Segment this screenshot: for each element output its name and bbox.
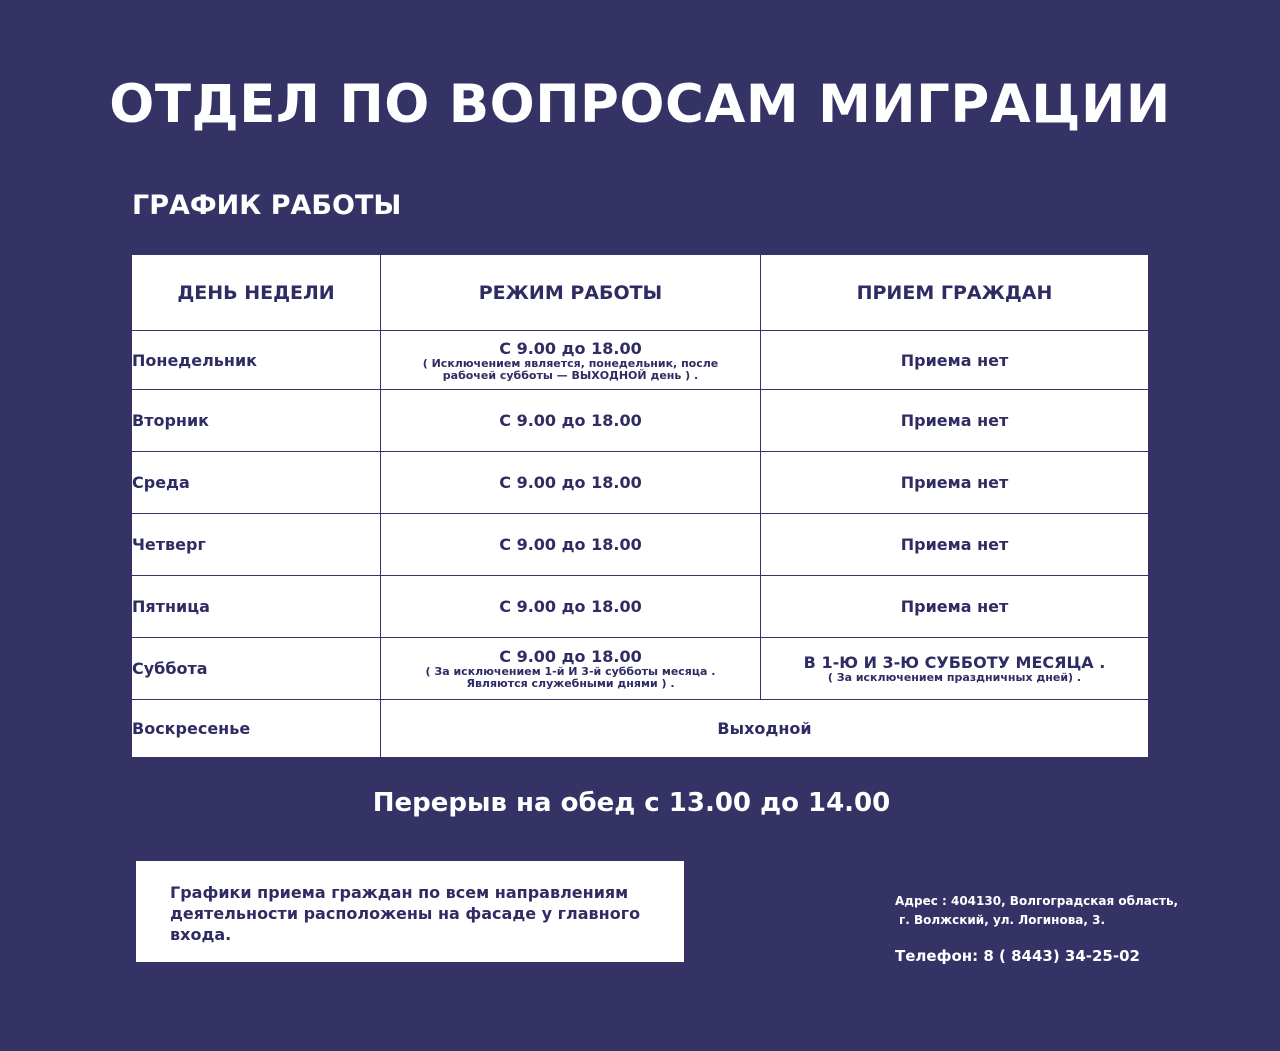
reception-text: Приема нет (900, 535, 1009, 554)
mode-note: ( За исключением 1-й И 3-й субботы месяца . Являются служебными днями ) . (425, 665, 716, 690)
reception-cell (761, 638, 1149, 700)
mode-hours: С 9.00 до 18.00 (499, 597, 642, 616)
day-cell: Пятница (132, 576, 381, 638)
reception-text: В 1-Ю И 3-Ю СУББОТУ МЕСЯЦА . (803, 653, 1106, 672)
day-cell: Четверг (132, 514, 381, 576)
table-row-sunday (132, 700, 1149, 758)
mode-cell (381, 452, 761, 514)
table-row-friday (132, 576, 1149, 638)
schedule-heading: ГРАФИК РАБОТЫ (132, 190, 402, 221)
reception-cell (761, 331, 1149, 390)
reception-cell (761, 452, 1149, 514)
reception-text: Приема нет (900, 473, 1009, 492)
day-cell: Воскресенье (132, 700, 381, 758)
schedule-table (131, 254, 1149, 758)
address-line-2: г. Волжский, ул. Логинова, 3. (899, 913, 1106, 927)
day-cell: Вторник (132, 390, 381, 452)
mode-hours: С 9.00 до 18.00 (499, 535, 642, 554)
day-off-cell (381, 700, 1149, 758)
mode-hours: С 9.00 до 18.00 (499, 411, 642, 430)
reception-note: ( За исключением праздничных дней) . (827, 671, 1082, 684)
reception-cell (761, 514, 1149, 576)
lunch-break: Перерыв на обед с 13.00 до 14.00 (372, 788, 891, 818)
table-row-thursday (132, 514, 1149, 576)
mode-cell (381, 390, 761, 452)
table-row-monday (132, 331, 1149, 390)
table-header-row (132, 255, 1149, 331)
mode-hours: С 9.00 до 18.00 (499, 647, 642, 666)
mode-hours: С 9.00 до 18.00 (499, 473, 642, 492)
table-row-wednesday (132, 452, 1149, 514)
reception-text: Приема нет (900, 597, 1009, 616)
phone: Телефон: 8 ( 8443) 34-25-02 (895, 947, 1140, 965)
mode-cell (381, 331, 761, 390)
day-off-text: Выходной (717, 719, 812, 738)
day-cell: Суббота (132, 638, 381, 700)
address-line-1: Адрес : 404130, Волгоградская область, (895, 894, 1179, 908)
mode-hours: С 9.00 до 18.00 (499, 338, 642, 358)
page-title: ОТДЕЛ ПО ВОПРОСАМ МИГРАЦИИ (109, 74, 1171, 135)
table-row-saturday (132, 638, 1149, 700)
column-header-mode: РЕЖИМ РАБОТЫ (381, 255, 761, 331)
column-header-day: ДЕНЬ НЕДЕЛИ (132, 255, 381, 331)
column-header-reception: ПРИЕМ ГРАЖДАН (761, 255, 1149, 331)
day-cell: Среда (132, 452, 381, 514)
address (895, 892, 1185, 930)
mode-note: ( Исключением является, понедельник, после рабочей субботы — ВЫХОДНОЙ день ) . (422, 356, 719, 382)
table-row-tuesday (132, 390, 1149, 452)
reception-text: Приема нет (900, 350, 1009, 370)
reception-cell (761, 576, 1149, 638)
day-cell: Понедельник (132, 331, 381, 390)
info-box: Графики приема граждан по всем направлениям деятельности расположены на фасаде у главного входа. (136, 861, 684, 962)
mode-cell (381, 576, 761, 638)
mode-cell (381, 514, 761, 576)
reception-text: Приема нет (900, 411, 1009, 430)
reception-cell (761, 390, 1149, 452)
mode-cell (381, 638, 761, 700)
